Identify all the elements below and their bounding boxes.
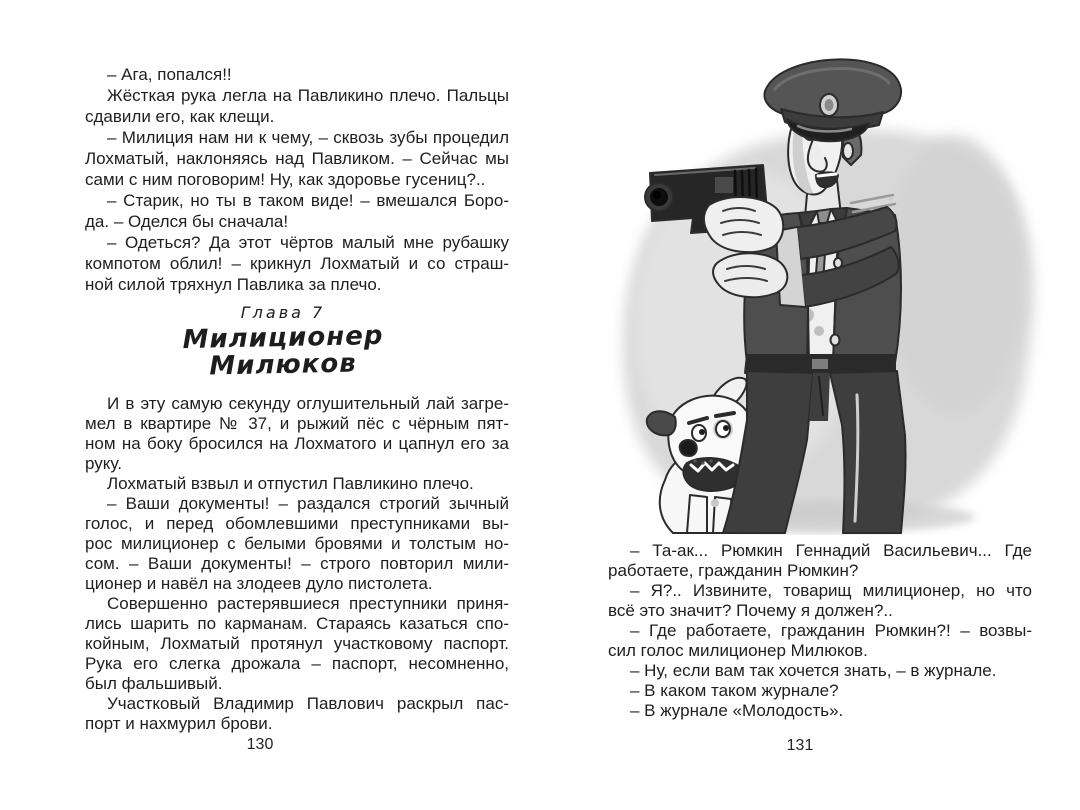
- text-line: лись шарить по карманам. Стараясь казаться спо-: [85, 614, 509, 633]
- left-page-body-text: [85, 394, 509, 734]
- paragraph: [85, 190, 509, 232]
- dog-nose: [680, 440, 697, 456]
- paragraph: [85, 694, 509, 734]
- text-line: рос милиционер с белыми бровями и толстым но-: [85, 534, 509, 553]
- paragraph: [608, 661, 1032, 681]
- text-line: – Одеться? Да этот чёртов малый мне рубашку: [107, 233, 509, 252]
- text-line: – В каком таком журнале?: [630, 681, 839, 700]
- paragraph: [85, 394, 509, 474]
- text-line: И в эту самую секунду оглушительный лай загре-: [107, 394, 509, 413]
- paragraph: [608, 621, 1032, 661]
- left-page-number: 130: [246, 736, 274, 753]
- chapter-title-line2: Милюков: [209, 348, 357, 382]
- text-line: – Старик, но ты в таком виде! – вмешался Боро-: [107, 191, 509, 210]
- text-line: ной силой тряхнул Павлика за плечо.: [85, 275, 382, 294]
- text-line: койным, Лохматый протянул участковому паспорт.: [85, 634, 509, 653]
- text-line: да. – Оделся бы сначала!: [85, 212, 289, 231]
- text-line: компотом облил! – крикнул Лохматый и со страш-: [85, 254, 509, 273]
- text-line: работаете, гражданин Рюмкин?: [608, 561, 859, 580]
- text-line: – Я?.. Извините, товарищ милиционер, но что: [630, 581, 1032, 600]
- chapter-label: Глава 7: [240, 303, 326, 322]
- text-line: руку.: [85, 454, 122, 473]
- text-line: – В журнале «Молодость».: [630, 701, 844, 720]
- paragraph: [85, 594, 509, 694]
- text-line: сами с ним поговорим! Ну, как здоровье гусениц?..: [85, 170, 486, 189]
- left-page-intro-text: [85, 64, 509, 295]
- paragraph: [85, 474, 509, 494]
- text-line: всё это значит? Почему я должен?..: [608, 601, 893, 620]
- paragraph: [608, 541, 1032, 581]
- chapter-title-line1: Милиционер: [182, 320, 384, 356]
- text-line: – Та-ак... Рюмкин Геннадий Васильевич... Где: [630, 541, 1032, 560]
- text-line: Лохматый, наклоняясь над Павликом. – Сейчас мы: [85, 149, 509, 168]
- text-line: сом. – Ваши документы! – строго повторил мили-: [85, 554, 509, 573]
- paragraph: [85, 64, 509, 85]
- text-line: – Милиция нам ни к чему, – сквозь зубы процедил: [107, 128, 509, 147]
- paragraph: [608, 701, 1032, 721]
- text-line: ном на боку бросился на Лохматого и цапнул его за: [85, 434, 509, 453]
- right-page-number: 131: [786, 737, 814, 754]
- text-line: сил голос милиционер Милюков.: [608, 641, 868, 660]
- text-line: – Где работаете, гражданин Рюмкин?! – возвы-: [630, 621, 1032, 640]
- right-page-text: [608, 541, 1032, 721]
- text-line: сдавили его, как клещи.: [85, 107, 275, 126]
- text-line: Жёсткая рука легла на Павликино плечо. Пальцы: [107, 86, 509, 105]
- text-line: был фальшивый.: [85, 674, 223, 693]
- text-line: ционер и навёл на злодеев дуло пистолета.: [85, 574, 433, 593]
- paragraph: [608, 681, 1032, 701]
- text-line: Рука его слегка дрожала – паспорт, несомненно,: [85, 654, 509, 673]
- paragraph: [85, 232, 509, 295]
- text-line: – Ваши документы! – раздался строгий зычный: [107, 494, 509, 513]
- text-line: – Ну, если вам так хочется знать, – в журнале.: [630, 661, 997, 680]
- text-line: Участковый Владимир Павлович раскрыл пас-: [107, 694, 509, 713]
- text-line: порт и нахмурил брови.: [85, 714, 273, 733]
- text-line: Совершенно растерявшиеся преступники приня-: [107, 594, 509, 613]
- text-line: мел в квартире № 37, и рыжий пёс с чёрным пят-: [85, 414, 509, 433]
- illustration-policeman-with-dog: [595, 25, 1045, 535]
- chapter-heading: [71, 303, 495, 382]
- paragraph: [608, 581, 1032, 621]
- paragraph: [85, 127, 509, 190]
- paragraph: [85, 85, 509, 127]
- text-line: голос, и перед обомлевшими преступниками вы-: [85, 514, 509, 533]
- text-line: Лохматый взвыл и отпустил Павликино плечо.: [107, 474, 474, 493]
- paragraph: [85, 494, 509, 594]
- text-line: – Ага, попался!!: [107, 65, 232, 84]
